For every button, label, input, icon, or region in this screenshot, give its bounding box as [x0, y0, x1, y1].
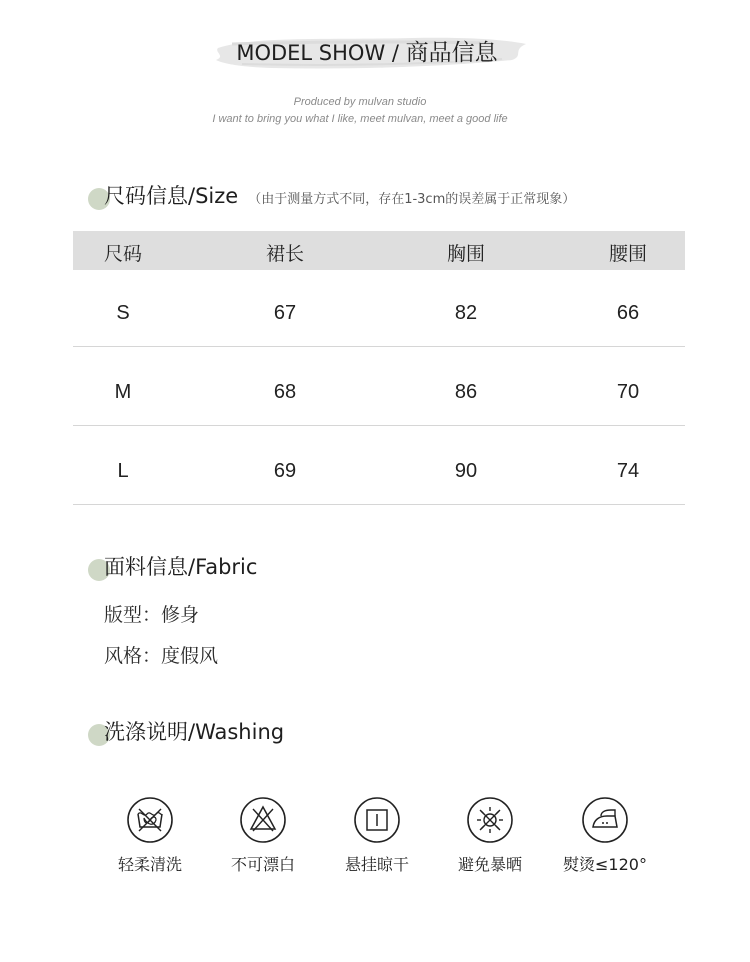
subtitle-studio: Produced by mulvan studio — [293, 96, 427, 108]
column-header-size: 尺码 — [103, 243, 142, 265]
washing-section-title: 洗涤说明/Washing — [104, 720, 285, 744]
cell-length: 69 — [273, 460, 297, 482]
no-sun-icon — [466, 796, 514, 844]
column-header-length: 裙长 — [265, 243, 304, 265]
cell-bust: 82 — [454, 302, 478, 324]
wash-item-iron — [550, 796, 660, 875]
cell-waist: 70 — [616, 381, 640, 403]
wash-label-no-bleach: 不可漂白 — [230, 855, 295, 874]
cell-waist: 74 — [616, 460, 640, 482]
fabric-style: 风格：度假风 — [104, 645, 219, 667]
gentle-wash-icon — [126, 796, 174, 844]
subtitle-slogan: I want to bring you what I like, meet mulvan, meet a good life — [212, 113, 508, 125]
fabric-section-title: 面料信息/Fabric — [104, 555, 258, 579]
fabric-fit: 版型：修身 — [104, 604, 200, 626]
cell-size: M — [114, 381, 132, 403]
title-chinese: 商品信息 — [405, 40, 498, 66]
wash-label-gentle: 轻柔清洗 — [117, 855, 182, 874]
cell-bust: 90 — [454, 460, 478, 482]
cell-waist: 66 — [616, 302, 640, 324]
column-header-bust: 胸围 — [446, 243, 485, 265]
cell-size: L — [117, 460, 129, 482]
wash-item-gentle — [95, 796, 205, 875]
wash-item-no-bleach — [208, 796, 318, 875]
table-row — [73, 268, 685, 347]
wash-label-iron: 熨烫≤120° — [563, 855, 647, 874]
column-header-waist: 腰围 — [608, 243, 647, 265]
no-bleach-icon — [239, 796, 287, 844]
title-english: MODEL SHOW / — [236, 41, 406, 65]
cell-bust: 86 — [454, 381, 478, 403]
wash-label-no-sun: 避免暴晒 — [457, 855, 522, 874]
wash-label-hang-dry: 悬挂晾干 — [344, 855, 409, 874]
cell-length: 67 — [273, 302, 297, 324]
row-divider — [73, 504, 685, 505]
table-row — [73, 426, 685, 505]
size-table-header — [73, 231, 685, 270]
size-section-title: 尺码信息/Size — [104, 184, 239, 208]
cell-size: S — [116, 302, 130, 324]
wash-item-hang-dry — [322, 796, 432, 875]
page-title — [0, 34, 734, 67]
size-section-note: （由于测量方式不同，存在1-3cm的误差属于正常现象） — [248, 192, 576, 207]
cell-length: 68 — [273, 381, 297, 403]
hang-dry-icon — [353, 796, 401, 844]
iron-icon — [581, 796, 629, 844]
wash-item-no-sun — [435, 796, 545, 875]
table-row — [73, 347, 685, 426]
